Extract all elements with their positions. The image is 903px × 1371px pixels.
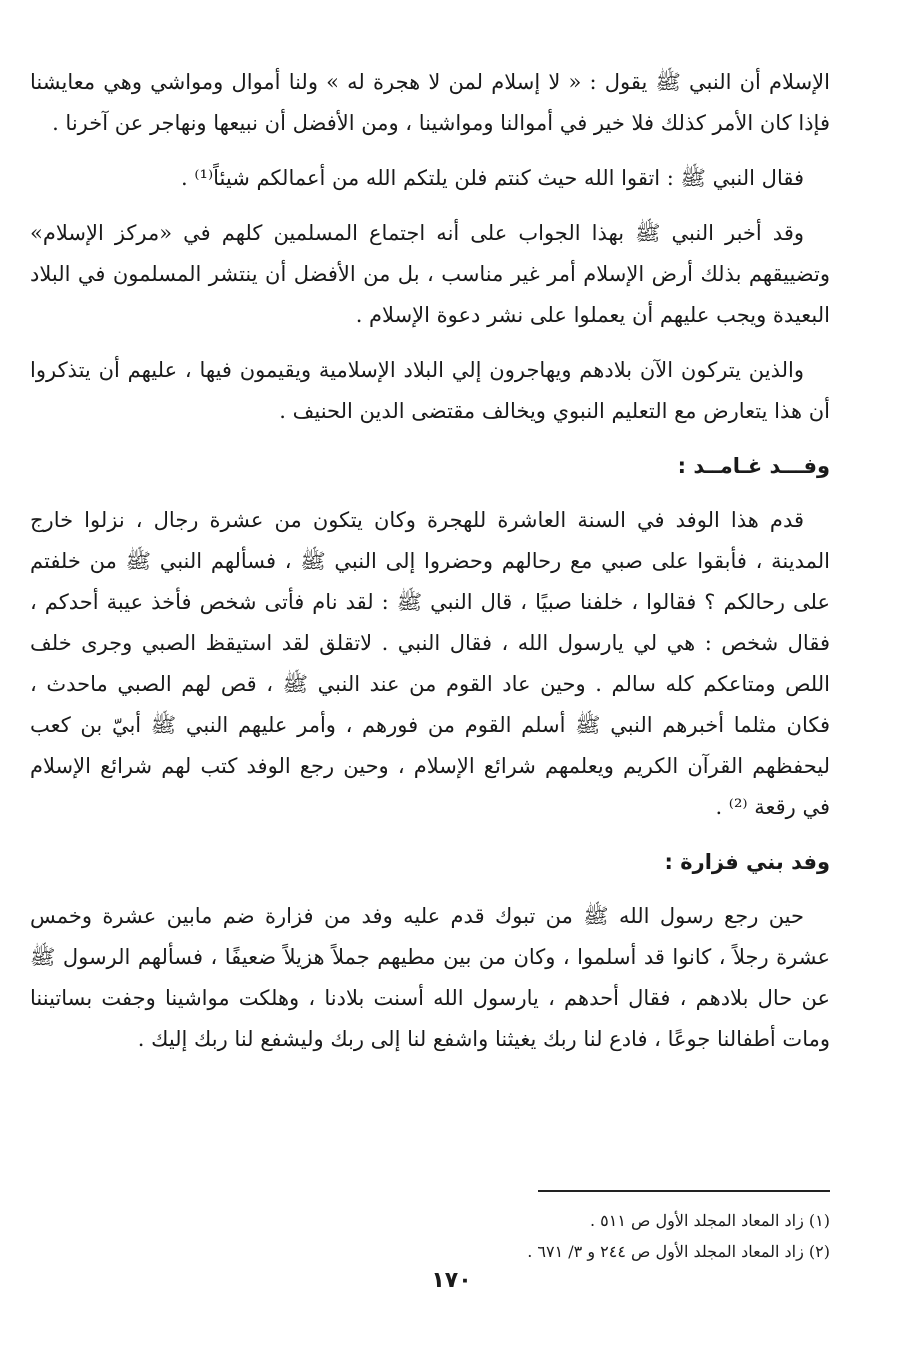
footnote-1: (١) زاد المعاد المجلد الأول ص ٥١١ .	[590, 1211, 830, 1230]
footnote-2: (٢) زاد المعاد المجلد الأول ص ٢٤٤ و ٣/ ٦٧١ .	[527, 1242, 830, 1261]
paragraph-1: الإسلام أن النبي ﷺ يقول : « لا إسلام لمن لا هجرة له » ولنا أموال ومواشي وهي معايشنا فإذا كان الأمر كذلك فلا خير في أموالنا ومواشينا ، ومن الأفضل أن نبيعها ونهاجر عن آخرنا .	[30, 70, 830, 135]
paragraph-ghamid: قدم هذا الوفد في السنة العاشرة للهجرة وكان يتكون من عشرة رجال ، نزلوا خارج المدينة ، فأبقوا على صبي مع رحالهم وحضروا إلى النبي ﷺ ، فسألهم النبي ﷺ من خلفتم على رحالكم ؟ فقالوا ، خلفنا صبيًا ، قال النبي ﷺ : لقد نام فأتى شخص فأخذ عيبة أحدكم ، فقال شخص : هي لي يارسول الله ، فقال النبي . لاتقلق لقد استيقظ الصبي وجرى خلف اللص ومتاعكم كله سالم . وحين عاد القوم من عند النبي ﷺ ، قص لهم الصبي ماحدث ، فكان مثلما أخبرهم النبي ﷺ أسلم القوم من فورهم ، وأمر عليهم النبي ﷺ أبيّ بن كعب ليحفظهم القرآن الكريم ويعلمهم شرائع الإسلام ، وحين رجع الوفد كتب لهم شرائع الإسلام في رقعة ⁽²⁾ .	[30, 508, 830, 819]
paragraph-2: فقال النبي ﷺ : اتقوا الله حيث كنتم فلن يلتكم الله من أعمالكم شيئاً⁽¹⁾ .	[181, 166, 804, 190]
paragraph-fazara: حين رجع رسول الله ﷺ من تبوك قدم عليه وفد من فزارة ضم مابين عشرة وخمس عشرة رجلاً ، كانوا قد أسلموا ، وكان من بين مطيهم جملاً هزيلاً ضعيفًا ، فسألهم الرسول ﷺ عن حال بلادهم ، فقال أحدهم ، يارسول الله أسنت بلادنا ، وهلكت مواشينا وجفت بساتيننا ومات أطفالنا جوعًا ، فادع لنا ربك يغيثنا واشفع لنا إلى ربك وليشفع لنا ربك إليك .	[30, 904, 830, 1051]
page-number: ١٧٠	[431, 1268, 472, 1293]
paragraph-4: والذين يتركون الآن بلادهم ويهاجرون إلي البلاد الإسلامية ويقيمون فيها ، عليهم أن يتذكروا أن هذا يتعارض مع التعليم النبوي ويخالف مقتضى الدين الحنيف .	[30, 358, 830, 423]
section-heading-ghamid: وفـــد غـامــد :	[677, 454, 830, 478]
paragraph-3: وقد أخبر النبي ﷺ بهذا الجواب على أنه اجتماع المسلمين كلهم في «مركز الإسلام» وتضييقهم بذلك أرض الإسلام أمر غير مناسب ، بل من الأفضل أن ينتشر المسلمون في البلاد البعيدة ويجب عليهم أن يعملوا على نشر دعوة الإسلام .	[30, 221, 830, 327]
footnotes	[330, 1205, 830, 1267]
page-body	[30, 62, 830, 1074]
section-heading-fazara: وفد بني فزارة :	[664, 850, 830, 874]
footnote-divider	[538, 1190, 830, 1192]
